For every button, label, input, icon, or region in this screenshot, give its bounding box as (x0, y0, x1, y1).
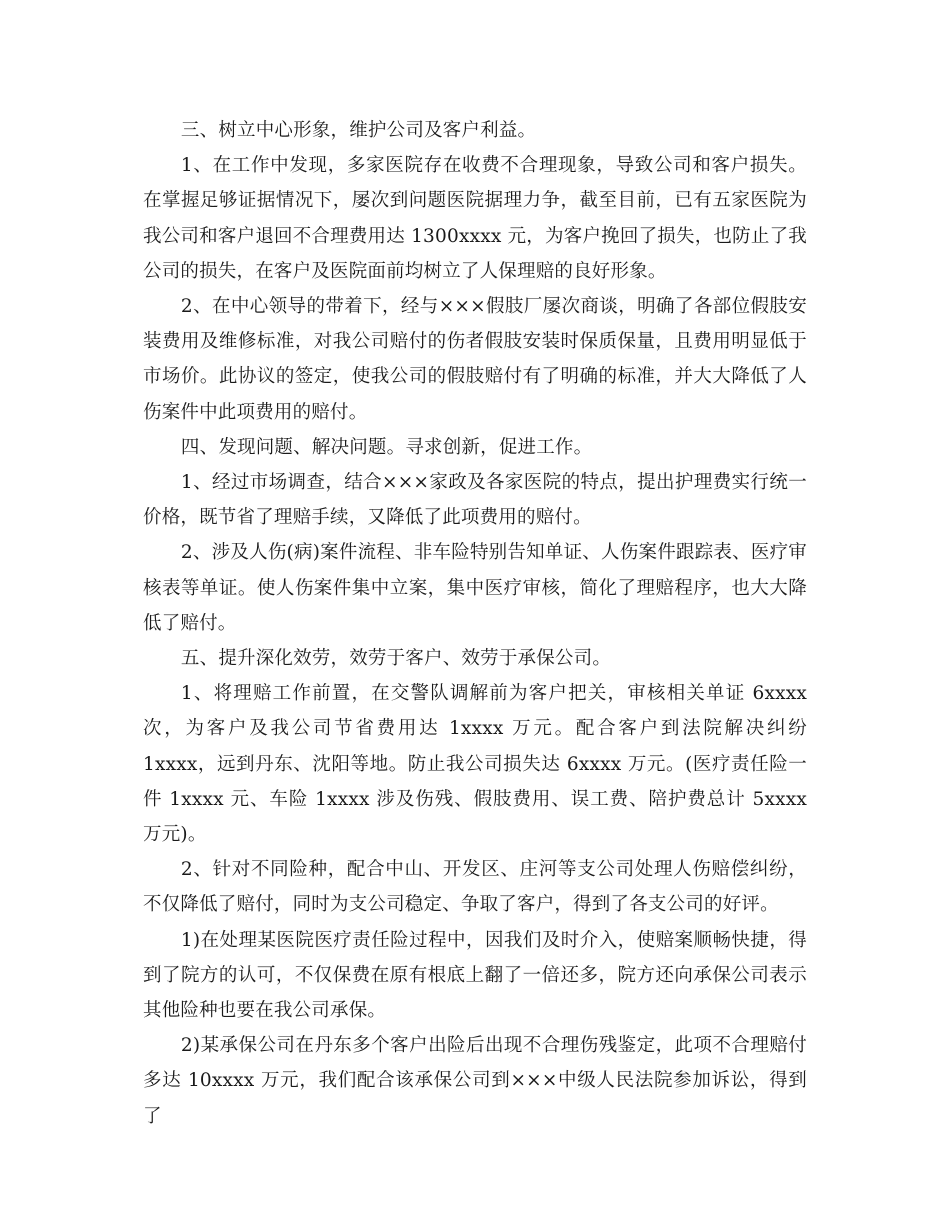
paragraph: 2、针对不同险种，配合中山、开发区、庄河等支公司处理人伤赔偿纠纷，不仅降低了赔付，同时为支公司稳定、争取了客户，得到了各支公司的好评。 (143, 859, 807, 916)
section-heading-4: 四、发现问题、解决问题。寻求创新，促进工作。 (180, 436, 593, 458)
document-body (143, 113, 807, 1134)
paragraph: 1、在工作中发现，多家医院存在收费不合理现象，导致公司和客户损失。在掌握足够证据情况下，屡次到问题医院据理力争，截至目前，已有五家医院为我公司和客户退回不合理费用达 1300xxxx 元，为客户挽回了损失，也防止了我公司的损失，在客户及医院面前均树立了人保理赔的良好形象。 (143, 155, 807, 282)
paragraph: 1、将理赔工作前置，在交警队调解前为客户把关，审核相关单证 6xxxx 次，为客户及我公司节省费用达 1xxxx 万元。配合客户到法院解决纠纷 1xxxx，远到丹东、沈阳等地。防止我公司损失达 6xxxx 万元。(医疗责任险一件 1xxxx 元、车险 1xxxx 涉及伤残、假肢费用、误工费、陪护费总计 5xxxx 万元)。 (143, 683, 807, 846)
paragraph: 1)在处理某医院医疗责任险过程中，因我们及时介入，使赔案顺畅快捷，得到了院方的认可，不仅保费在原有根底上翻了一倍还多，院方还向承保公司表示其他险种也要在我公司承保。 (143, 929, 807, 1022)
section-heading-3: 三、树立中心形象，维护公司及客户利益。 (180, 120, 537, 141)
paragraph: 2)某承保公司在丹东多个客户出险后出现不合理伤残鉴定，此项不合理赔付多达 10xxxx 万元，我们配合该承保公司到×××中级人民法院参加诉讼，得到了 (143, 1035, 807, 1127)
paragraph: 1、经过市场调查，结合×××家政及各家医院的特点，提出护理费实行统一价格，既节省了理赔手续，又降低了此项费用的赔付。 (143, 472, 807, 529)
paragraph: 2、涉及人伤(病)案件流程、非车险特别告知单证、人伤案件跟踪表、医疗审核表等单证。使人伤案件集中立案，集中医疗审核，简化了理赔程序，也大大降低了赔付。 (143, 542, 807, 634)
paragraph: 2、在中心领导的带着下，经与×××假肢厂屡次商谈，明确了各部位假肢安装费用及维修标准，对我公司赔付的伤者假肢安装时保质保量，且费用明显低于市场价。此协议的签定，使我公司的假肢赔付有了明确的标准，并大大降低了人伤案件中此项费用的赔付。 (143, 296, 807, 423)
section-heading-5: 五、提升深化效劳，效劳于客户、效劳于承保公司。 (180, 648, 612, 670)
